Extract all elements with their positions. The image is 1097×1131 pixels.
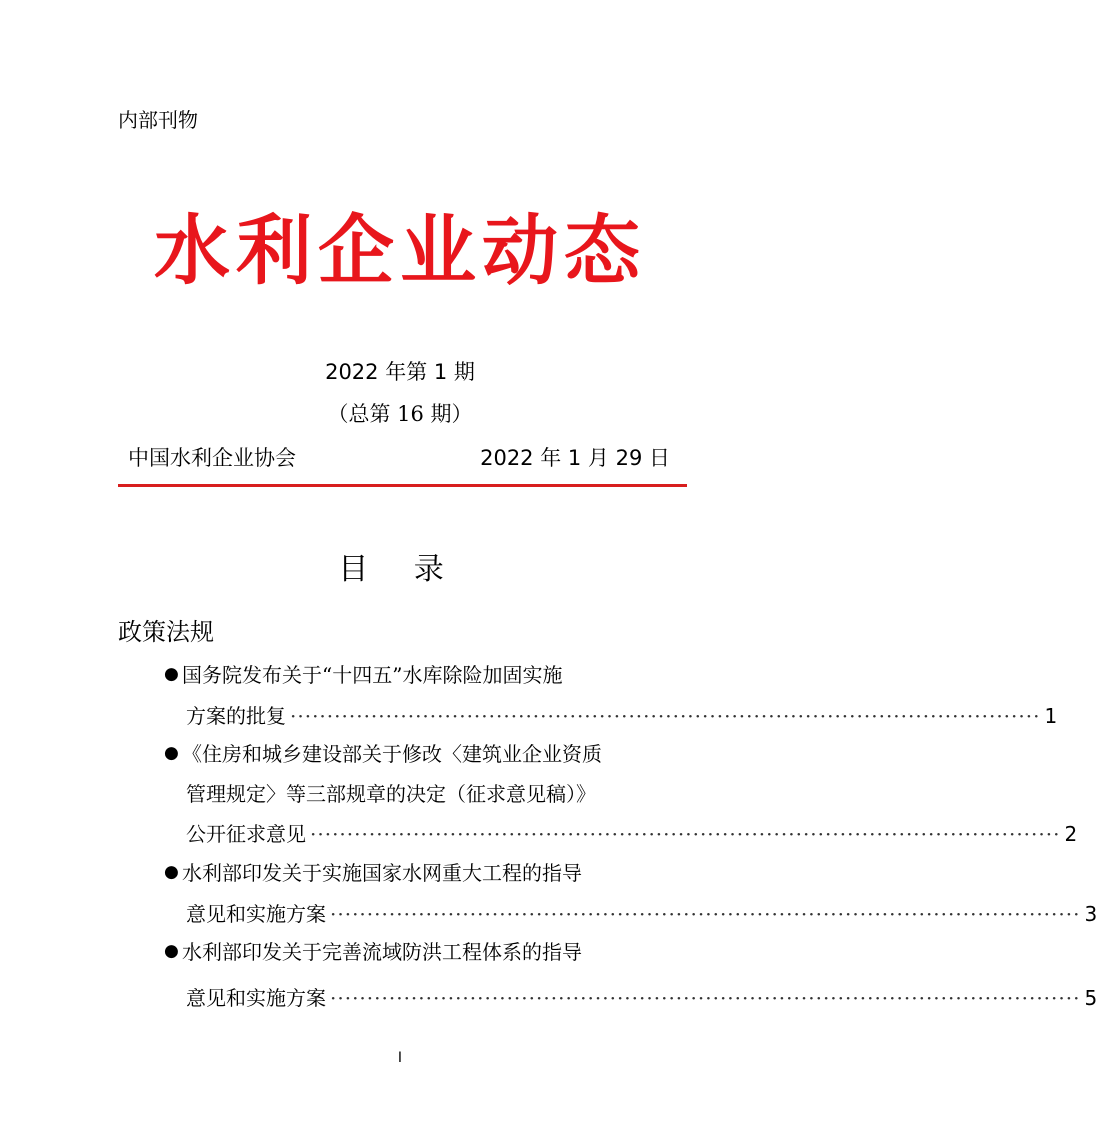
bullet-icon: ●: [164, 941, 179, 961]
toc-entry-leader: [186, 818, 1078, 847]
publication-date: 2022 年 1 月 29 日: [480, 446, 670, 470]
toc-page-number: 5: [1084, 986, 1097, 1010]
toc-entry-line: 水利部印发关于完善流域防洪工程体系的指导: [182, 940, 582, 964]
toc-section-heading: 政策法规: [118, 618, 214, 646]
toc-entry-line: 国务院发布关于“十四五”水库除险加固实施: [182, 663, 563, 687]
bullet-icon: ●: [164, 862, 179, 882]
toc-entry-line: 方案的批复: [186, 704, 286, 728]
total-issue-number: （总第 16 期）: [327, 402, 473, 426]
toc-entry-line: 意见和实施方案: [186, 986, 326, 1010]
dot-leader: ······································································································: [330, 902, 1081, 926]
toc-page-number: 2: [1064, 822, 1078, 846]
dot-leader: ······································································································: [310, 822, 1061, 846]
toc-page-number: 3: [1084, 902, 1097, 926]
bullet-icon: ●: [164, 743, 179, 763]
toc-entry-leader: [186, 898, 1097, 927]
toc-title: 目 录: [338, 552, 462, 587]
dot-leader: ······································································································: [330, 986, 1081, 1010]
toc-entry-leader: [186, 700, 1058, 729]
publisher-name: 中国水利企业协会: [128, 446, 296, 470]
issue-number: 2022 年第 1 期: [325, 360, 475, 384]
toc-entry-line: 水利部印发关于实施国家水网重大工程的指导: [182, 861, 582, 885]
toc-entry-line: 管理规定〉等三部规章的决定（征求意见稿）》: [186, 782, 596, 806]
internal-publication-label: 内部刊物: [118, 108, 198, 132]
bullet-icon: ●: [164, 664, 179, 684]
toc-entry-line: 意见和实施方案: [186, 902, 326, 926]
header-divider: [118, 484, 687, 487]
toc-page-number: 1: [1044, 704, 1058, 728]
toc-entry-line: 《住房和城乡建设部关于修改〈建筑业企业资质: [182, 742, 602, 766]
page-number: I: [397, 1050, 403, 1066]
masthead-title: 水利企业动态: [154, 206, 646, 295]
toc-entry-leader: [186, 982, 1097, 1011]
toc-entry-line: 公开征求意见: [186, 822, 306, 846]
dot-leader: ······································································································: [290, 704, 1041, 728]
